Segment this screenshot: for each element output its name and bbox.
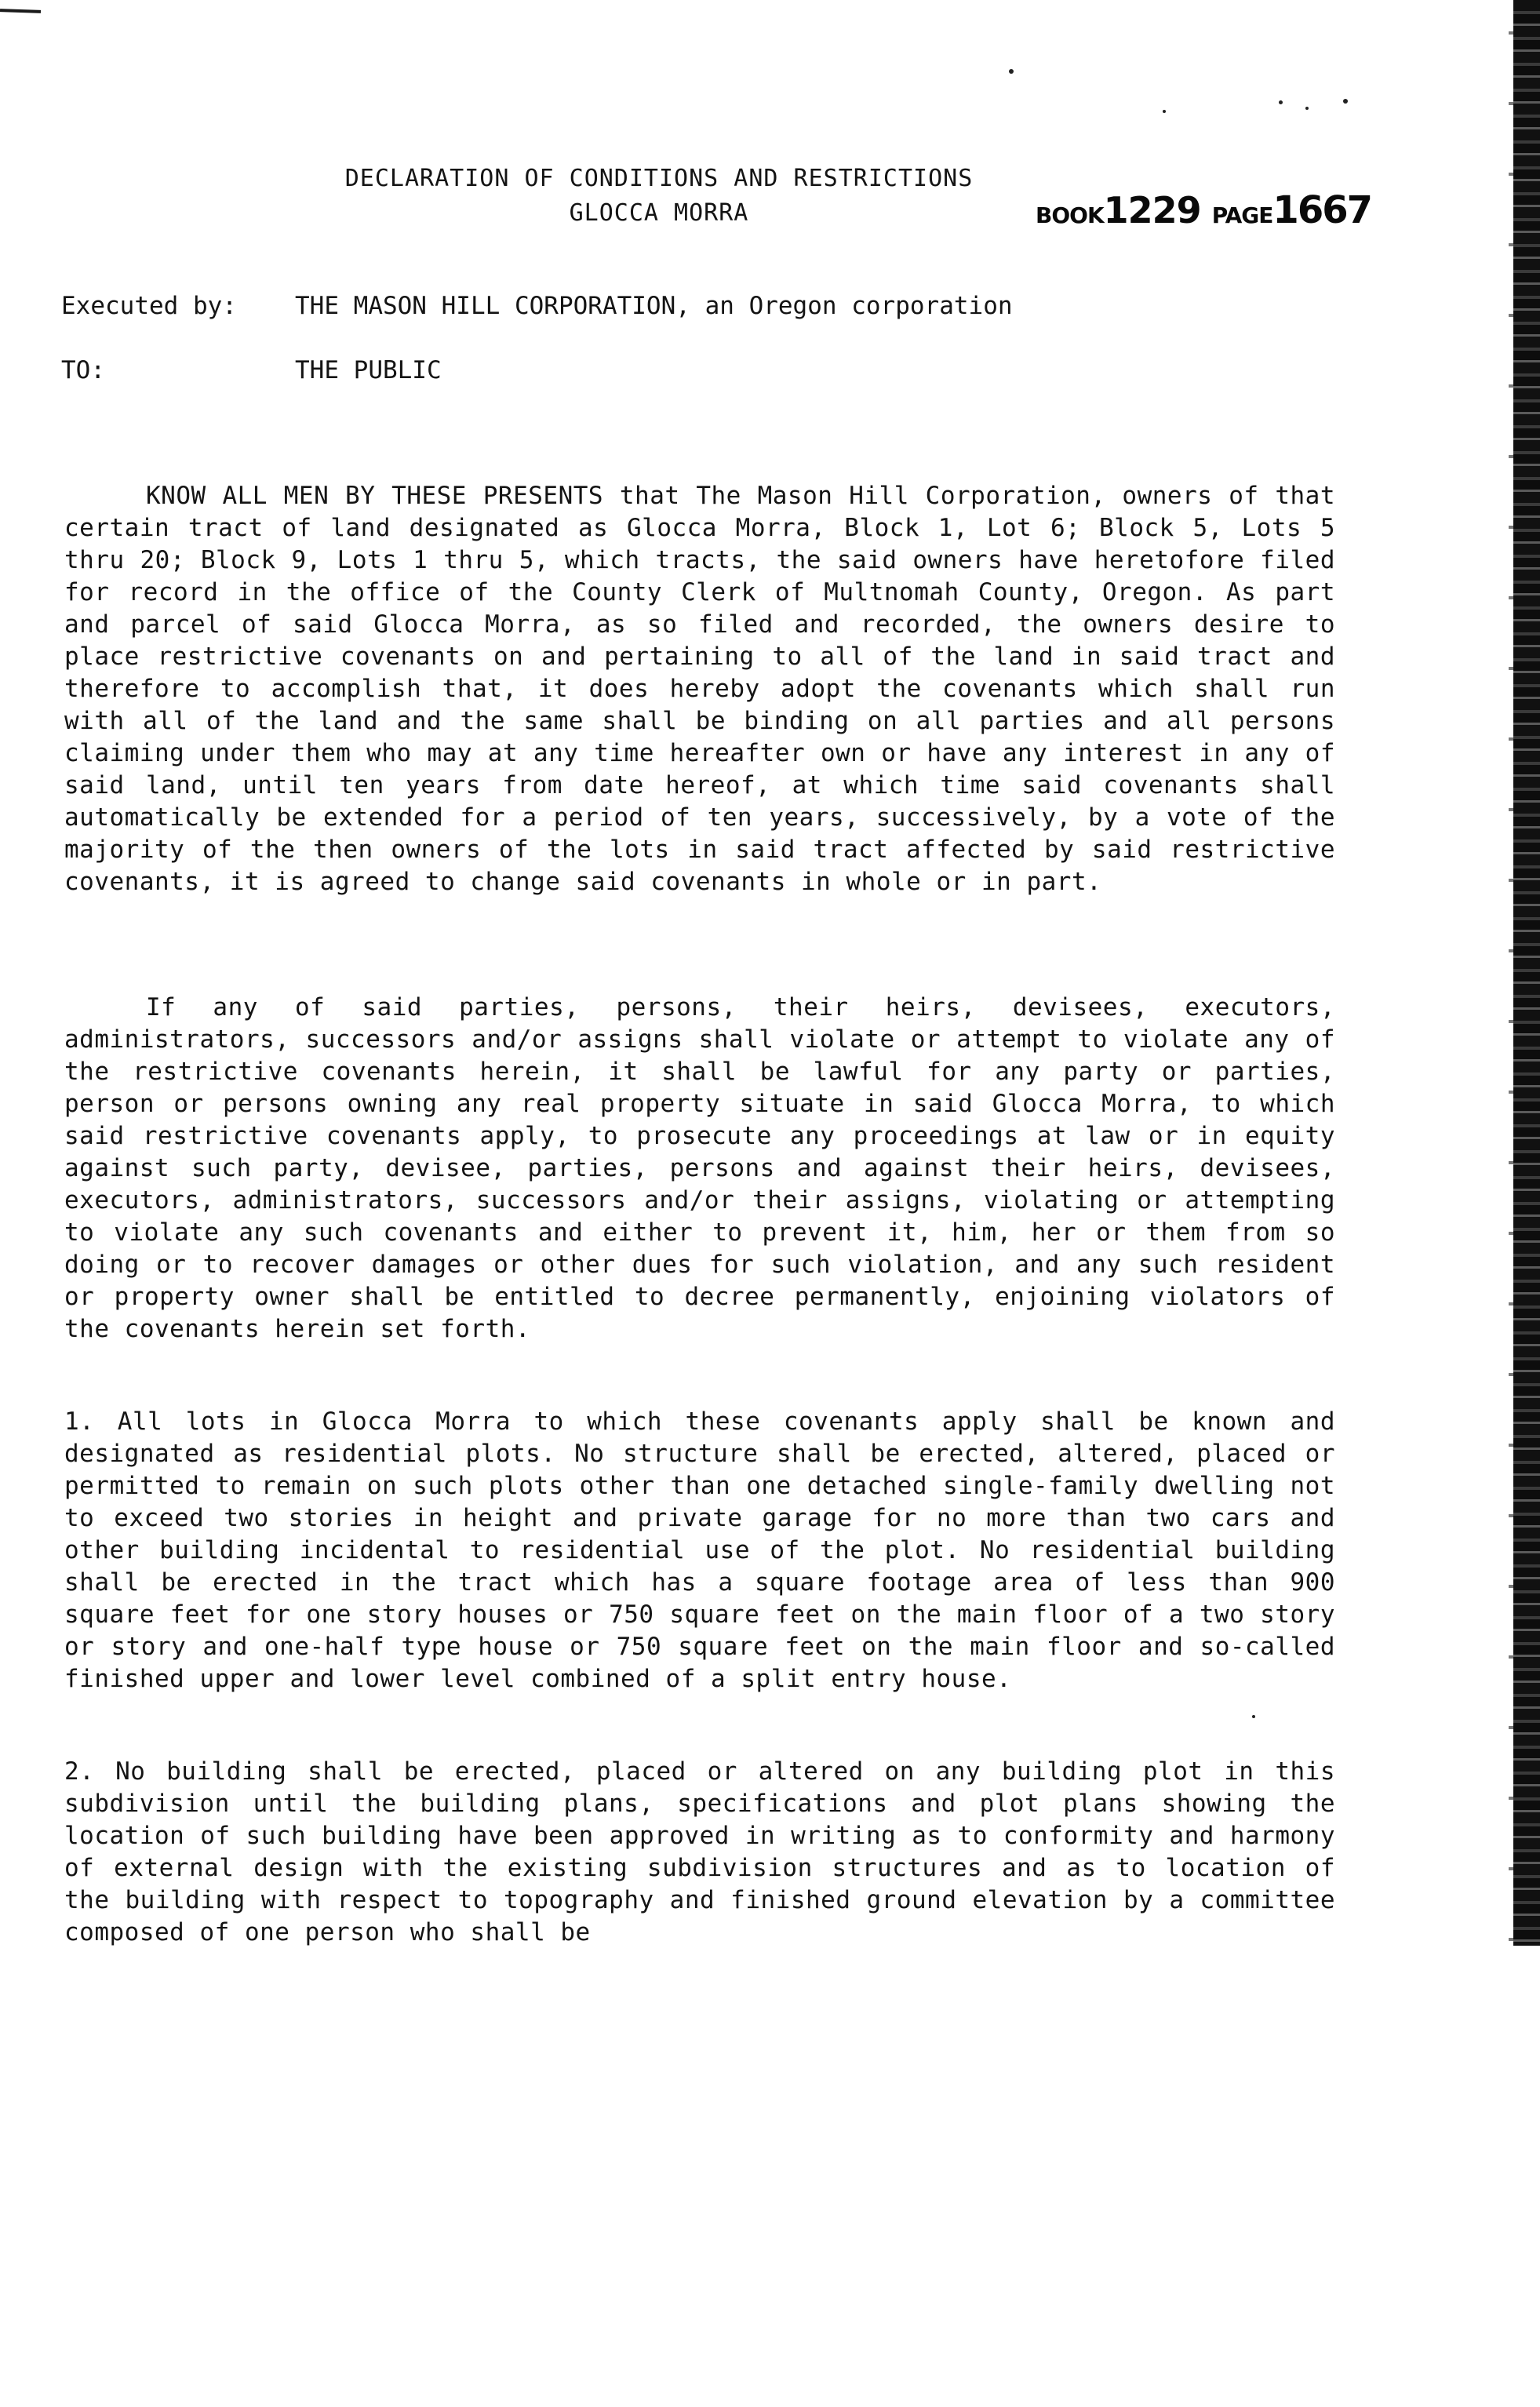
executed-by-row (61, 292, 1013, 320)
document-title (314, 162, 1004, 231)
covenant-item-1 (64, 1406, 1335, 1695)
stamp-book-number: 1229 (1103, 189, 1201, 231)
scan-speck (1252, 1715, 1255, 1718)
scan-speck (1009, 69, 1014, 74)
covenant-text: 1. All lots in Glocca Morra to which these covenants apply shall be known and designated as residential plots. No structure shall be erected, altered, placed or permitted to remain on such plots other than one detached single-family dwelling not to exceed two stories in height and private garage for no more than two cars and other building incidental to residential use of the plot. No residential building shall be erected in the tract which has a square footage area of less than 900 square feet for one story houses or 750 square feet on the main floor of a two story or story and one-half type house or 750 square feet on the main floor and so-called finished upper and lower level combined of a split entry house. (64, 1407, 1335, 1693)
title-line-2: GLOCCA MORRA (569, 199, 749, 227)
scan-mark (0, 9, 41, 13)
scan-edge-shadow (1513, 0, 1540, 1946)
scan-edge-streak (1509, 0, 1513, 1946)
scan-speck (1279, 100, 1283, 104)
executed-by-label: Executed by: (61, 292, 237, 320)
recording-stamp (1036, 188, 1371, 232)
stamp-page-label: PAGE (1211, 202, 1273, 228)
stamp-page-number: 1667 (1272, 188, 1372, 232)
scan-speck (1343, 99, 1348, 104)
scan-speck (1163, 110, 1166, 113)
scan-speck (1305, 107, 1309, 110)
covenant-item-2 (64, 1756, 1335, 1949)
paragraph-enforcement (64, 992, 1335, 1346)
covenant-text: 2. No building shall be erected, placed or altered on any building plot in this subdivision until the building plans, specifications and plot plans showing the location of such building have been approved in writing as to conformity and harmony of external design with the existing subdivision structures and as to location of the building with respect to topography and finished ground elevation by a committee composed of one person who shall be (64, 1757, 1335, 1946)
paragraph-know-all-men (64, 480, 1335, 898)
to-value: THE PUBLIC (295, 356, 442, 384)
paragraph-text: If any of said parties, persons, their heirs, devisees, executors, administrators, successors and/or assigns shall violate or attempt to violate any of the restrictive covenants herein, it shall be lawful for any party or parties, person or persons owning any real property situate in said Glocca Morra, to which said restrictive covenants apply, to prosecute any proceedings at law or in equity against such party, devisee, parties, persons and against their heirs, devisees, executors, administrators, successors and/or their assigns, violating or attempting to violate any such covenants and either to prevent it, him, her or them from so doing or to recover damages or other dues for such violation, and any such resident or property owner shall be entitled to decree permanently, enjoining violators of the covenants herein set forth. (64, 993, 1335, 1343)
to-row (61, 356, 442, 384)
to-label: TO: (61, 356, 105, 384)
paragraph-text: KNOW ALL MEN BY THESE PRESENTS that The Mason Hill Corporation, owners of that certain tract of land designated as Glocca Morra, Block 1, Lot 6; Block 5, Lots 5 thru 20; Block 9, Lots 1 thru 5, which tracts, the said owners have heretofore filed for record in the office of the County Clerk of Multnomah County, Oregon. As part and parcel of said Glocca Morra, as so filed and recorded, the owners desire to place restrictive covenants on and pertaining to all of the land in said tract and therefore to accomplish that, it does hereby adopt the covenants which shall run with all of the land and the same shall be binding on all parties and all persons claiming under them who may at any time hereafter own or have any interest in any of said land, until ten years from date hereof, at which time said covenants shall automatically be extended for a period of ten years, successively, by a vote of the majority of the then owners of the lots in said tract affected by said restrictive covenants, it is agreed to change said covenants in whole or in part. (64, 482, 1335, 896)
title-line-1: DECLARATION OF CONDITIONS AND RESTRICTIONS (344, 165, 974, 192)
executed-by-value: THE MASON HILL CORPORATION, an Oregon corporation (295, 292, 1013, 320)
stamp-book-label: BOOK (1036, 202, 1104, 228)
